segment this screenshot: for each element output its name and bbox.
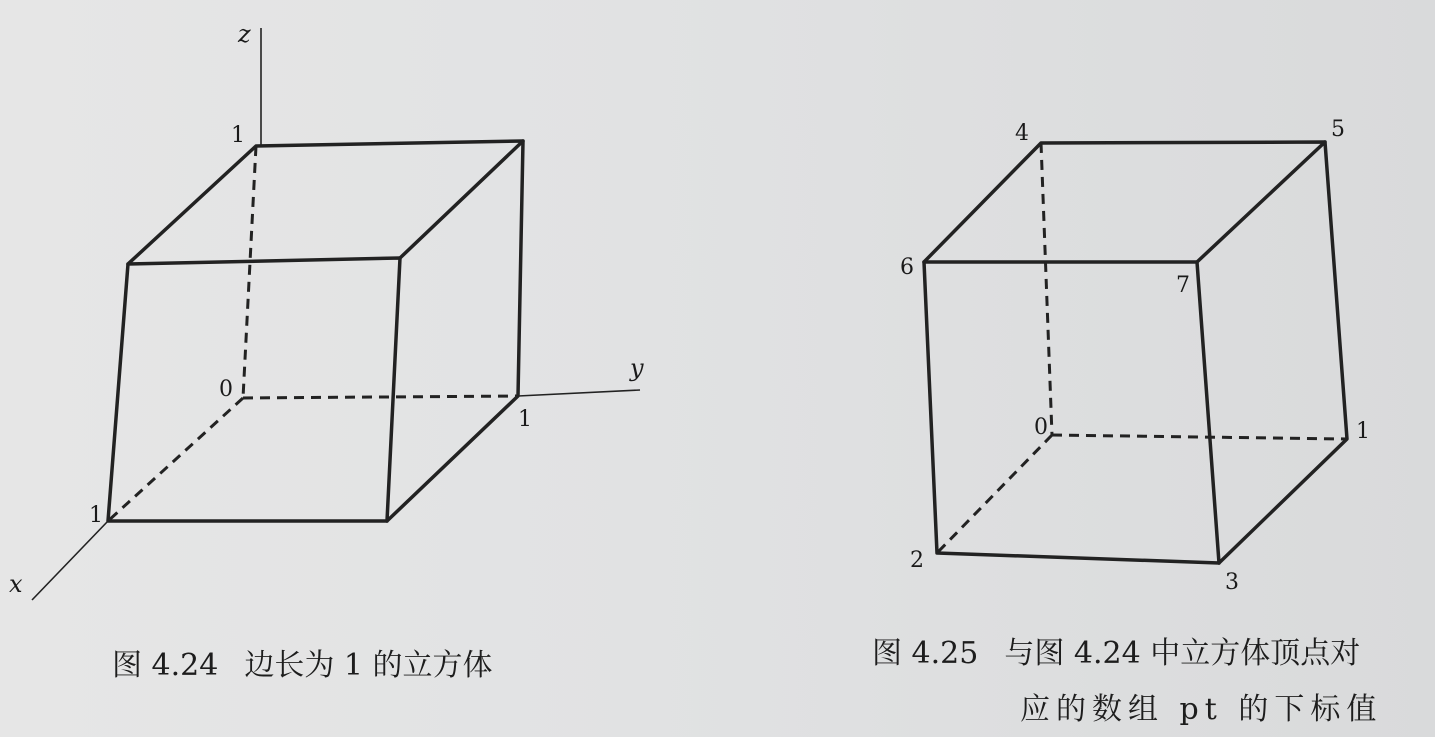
figure-4-25-number: 图 4.25 (872, 636, 979, 671)
figure-4-25 (900, 117, 1370, 595)
origin-label: 0 (219, 377, 233, 402)
top-face-edges (924, 142, 1325, 262)
z-axis-label: z (238, 20, 251, 48)
figure-4-25-caption (872, 628, 1360, 672)
right-face-edges (1219, 142, 1347, 563)
z-unit-label: 1 (231, 123, 245, 148)
figure-4-25-caption-line2-wrap (1020, 684, 1382, 728)
figure-4-25-caption-line2: 应的数组 pt 的下标值 (1020, 692, 1383, 727)
y-unit-label: 1 (518, 407, 532, 432)
hidden-edge-y (243, 396, 518, 398)
vertex-label-1: 1 (1356, 419, 1370, 444)
y-axis-label: y (630, 354, 644, 382)
figure-4-24-number: 图 4.24 (112, 648, 219, 683)
vertex-label-7: 7 (1176, 273, 1190, 298)
figure-4-25-caption-line1: 与图 4.24 中立方体顶点对 (1004, 636, 1361, 671)
hidden-edge-x (108, 398, 243, 521)
figure-4-24-caption-text: 边长为 1 的立方体 (244, 648, 493, 683)
y-axis (518, 390, 640, 396)
figure-4-24 (9, 20, 644, 600)
x-axis (32, 521, 108, 600)
hidden-edge-4-0 (1041, 143, 1052, 435)
vertex-label-3: 3 (1225, 570, 1239, 595)
top-face-edges (128, 141, 523, 264)
x-unit-label: 1 (89, 503, 103, 528)
vertex-label-2: 2 (910, 548, 924, 573)
figure-4-24-caption (112, 640, 493, 684)
x-axis-label: x (9, 570, 23, 598)
hidden-edge-0-2 (937, 435, 1052, 553)
vertex-label-0: 0 (1034, 415, 1048, 440)
vertex-label-6: 6 (900, 255, 914, 280)
right-face-edges (387, 141, 523, 521)
vertex-label-4: 4 (1015, 121, 1029, 146)
hidden-edge-z (243, 146, 256, 398)
front-face (924, 262, 1219, 563)
vertex-label-5: 5 (1331, 117, 1345, 142)
hidden-edge-0-1 (1052, 435, 1347, 439)
